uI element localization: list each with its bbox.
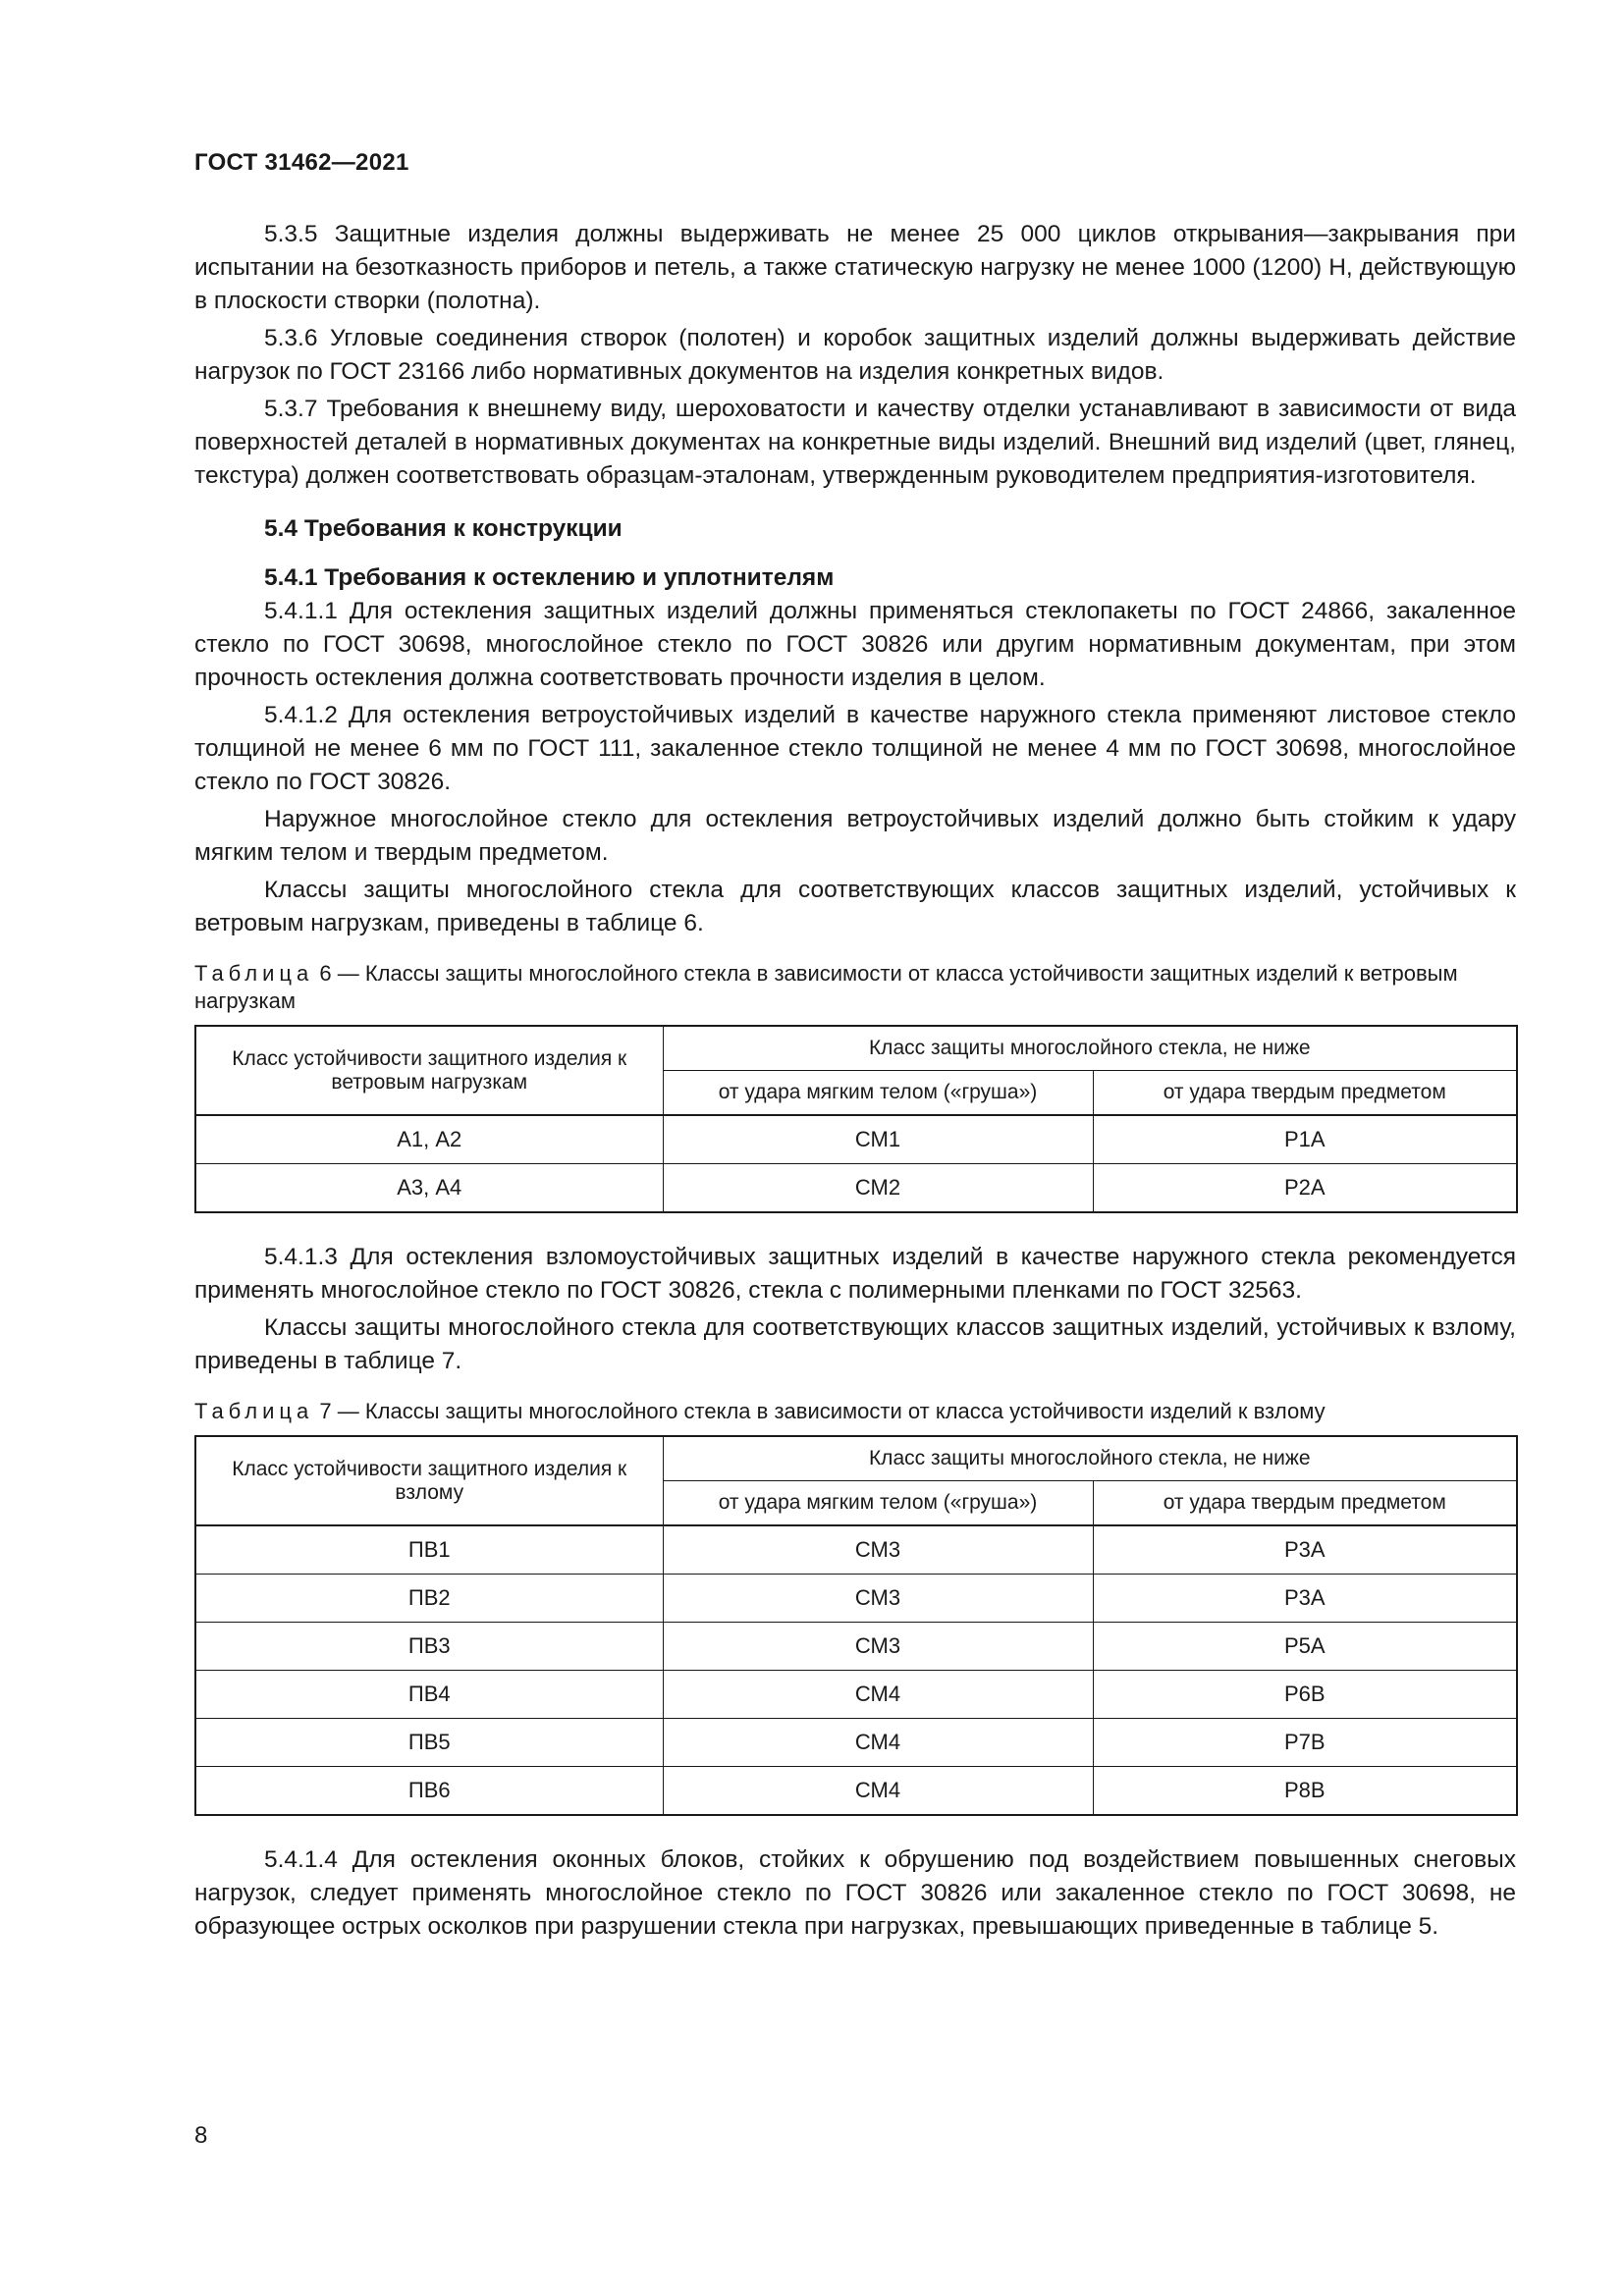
table-cell: ПВ5: [195, 1719, 663, 1767]
table-cell: А1, А2: [195, 1115, 663, 1164]
table-cell: Р3А: [1093, 1525, 1517, 1575]
table-6-header-hard-object: от удара твердым предметом: [1093, 1071, 1517, 1116]
document-code-header: ГОСТ 31462—2021: [194, 149, 409, 176]
table-cell: СМ3: [663, 1575, 1093, 1623]
table-cell: ПВ6: [195, 1767, 663, 1816]
page-number: 8: [194, 2122, 208, 2149]
table-cell: ПВ2: [195, 1575, 663, 1623]
table-cell: СМ2: [663, 1164, 1093, 1213]
table-6-header-soft-body: от удара мягким телом («груша»): [663, 1071, 1093, 1116]
table-row: [195, 1525, 1517, 1575]
table-7-header-hard-object: от удара твердым предметом: [1093, 1481, 1517, 1526]
page-body: [194, 218, 1516, 1944]
table-7-caption-word: Таблица: [194, 1399, 314, 1423]
table-6: [194, 1025, 1518, 1213]
table-6-header-product-class: Класс устойчивости защитного изделия к ветровым нагрузкам: [195, 1026, 663, 1115]
table-7-header-glass-class: Класс защиты многослойного стекла, не ниже: [663, 1436, 1517, 1481]
table-6-caption: [194, 960, 1516, 1015]
paragraph-5-4-1-1: 5.4.1.1 Для остекления защитных изделий должны применяться стеклопакеты по ГОСТ 24866, закаленное стекло по ГОСТ 30698, многослойное стекло по ГОСТ 30826 или другим нормативным документам, при этом прочность остекления должна соответствовать прочности изделия в целом.: [194, 598, 1516, 691]
paragraph-5-4-1-2-outer-glass: Наружное многослойное стекло для остекления ветроустойчивых изделий должно быть стойким к удару мягким телом и твердым предметом.: [194, 806, 1516, 866]
table-cell: А3, А4: [195, 1164, 663, 1213]
paragraph-5-3-6: 5.3.6 Угловые соединения створок (полотен) и коробок защитных изделий должны выдерживать действие нагрузок по ГОСТ 23166 либо нормативных документов на изделия конкретных видов.: [194, 325, 1516, 385]
table-cell: ПВ3: [195, 1623, 663, 1671]
table-cell: СМ3: [663, 1525, 1093, 1575]
paragraph-5-3-7: 5.3.7 Требования к внешнему виду, шероховатости и качеству отделки устанавливают в зависимости от вида поверхностей деталей в нормативных документах на конкретные виды изделий. Внешний вид изделий (цвет, глянец, текстура) должен соответствовать образцам-эталонам, утвержденным руководителем предприятия-изготовителя.: [194, 396, 1516, 489]
table-7-header-product-class: Класс устойчивости защитного изделия к взлому: [195, 1436, 663, 1525]
table-cell: Р7В: [1093, 1719, 1517, 1767]
table-cell: Р8В: [1093, 1767, 1517, 1816]
table-cell: Р2А: [1093, 1164, 1517, 1213]
table-cell: Р5А: [1093, 1623, 1517, 1671]
table-row: [195, 1623, 1517, 1671]
table-row: [195, 1719, 1517, 1767]
paragraph-5-4-1-3-classes: Классы защиты многослойного стекла для соответствующих классов защитных изделий, устойчивых к взлому, приведены в таблице 7.: [194, 1314, 1516, 1374]
table-7: [194, 1435, 1518, 1816]
table-cell: Р3А: [1093, 1575, 1517, 1623]
table-7-caption: [194, 1398, 1516, 1425]
table-cell: СМ4: [663, 1767, 1093, 1816]
table-row: [195, 1164, 1517, 1213]
table-cell: СМ1: [663, 1115, 1093, 1164]
section-heading-5-4: 5.4 Требования к конструкции: [264, 515, 623, 542]
table-cell: Р1А: [1093, 1115, 1517, 1164]
table-row: [195, 1671, 1517, 1719]
table-cell: СМ4: [663, 1671, 1093, 1719]
table-row: [195, 1575, 1517, 1623]
paragraph-5-3-5: 5.3.5 Защитные изделия должны выдерживать не менее 25 000 циклов открывания—закрывания при испытании на безотказность приборов и петель, а также статическую нагрузку не менее 1000 (1200) Н, действующую в плоскости створки (полотна).: [194, 221, 1516, 314]
table-cell: СМ4: [663, 1719, 1093, 1767]
subsection-heading-5-4-1: 5.4.1 Требования к остеклению и уплотнителям: [264, 564, 835, 591]
table-cell: ПВ4: [195, 1671, 663, 1719]
table-6-caption-text: 6 — Классы защиты многослойного стекла в зависимости от класса устойчивости защитных изделий к ветровым нагрузкам: [194, 961, 1458, 1013]
table-row: [195, 1767, 1517, 1816]
paragraph-5-4-1-2-classes: Классы защиты многослойного стекла для соответствующих классов защитных изделий, устойчивых к ветровым нагрузкам, приведены в таблице 6.: [194, 877, 1516, 936]
table-row: [195, 1115, 1517, 1164]
table-cell: Р6В: [1093, 1671, 1517, 1719]
table-6-header-glass-class: Класс защиты многослойного стекла, не ниже: [663, 1026, 1517, 1071]
table-7-caption-text: 7 — Классы защиты многослойного стекла в зависимости от класса устойчивости изделий к взлому: [313, 1399, 1326, 1423]
paragraph-5-4-1-3: 5.4.1.3 Для остекления взломоустойчивых защитных изделий в качестве наружного стекла рекомендуется применять многослойное стекло по ГОСТ 30826, стекла с полимерными пленками по ГОСТ 32563.: [194, 1244, 1516, 1304]
paragraph-5-4-1-2: 5.4.1.2 Для остекления ветроустойчивых изделий в качестве наружного стекла применяют листовое стекло толщиной не менее 6 мм по ГОСТ 111, закаленное стекло толщиной не менее 4 мм по ГОСТ 30698, многослойное стекло по ГОСТ 30826.: [194, 702, 1516, 795]
table-cell: СМ3: [663, 1623, 1093, 1671]
table-6-caption-word: Таблица: [194, 961, 314, 986]
paragraph-5-4-1-4: 5.4.1.4 Для остекления оконных блоков, стойких к обрушению под воздействием повышенных снеговых нагрузок, следует применять многослойное стекло по ГОСТ 30826 или закаленное стекло по ГОСТ 30698, не образующее острых осколков при разрушении стекла при нагрузках, превышающих приведенные в таблице 5.: [194, 1846, 1516, 1940]
table-7-header-soft-body: от удара мягким телом («груша»): [663, 1481, 1093, 1526]
table-cell: ПВ1: [195, 1525, 663, 1575]
